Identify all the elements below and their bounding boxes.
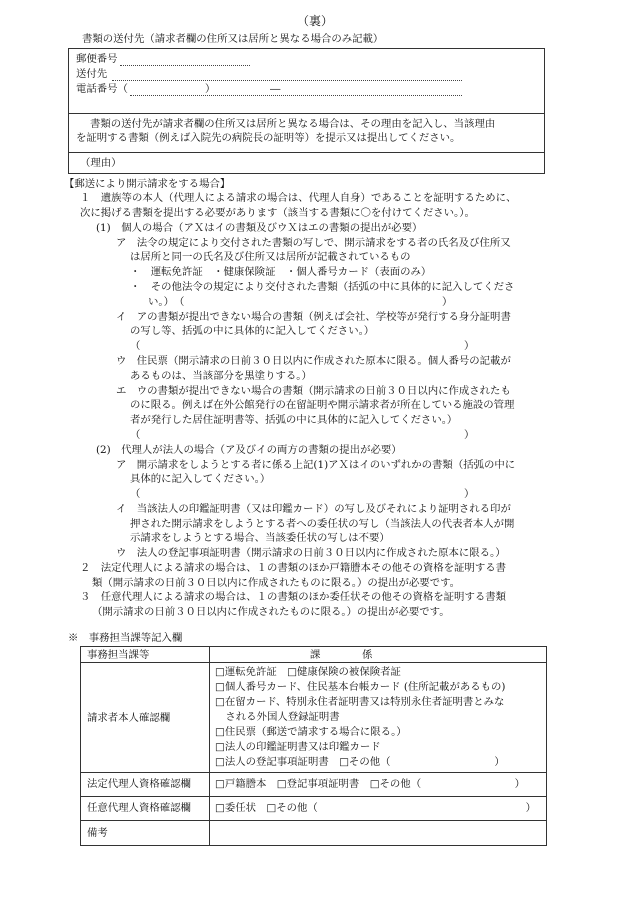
mail-line: ・ 運転免許証 ・健康保険証 ・個人番号カード（表面のみ） — [130, 266, 432, 278]
mail-line: 押された開示請求をしようとする者への委任状の写し（当該法人の代表者本人が開 — [130, 518, 515, 530]
reason-box[interactable] — [68, 152, 545, 174]
mail-line: ） — [442, 296, 453, 308]
voluntary-agent-options[interactable]: □委任状 □その他（ ） — [215, 802, 536, 814]
identity-option[interactable]: □個人番号カード、住民基本台帳カード (住所記載があるもの) — [215, 681, 506, 693]
delivery-address-box — [68, 48, 545, 114]
mail-line: ・ その他法令の規定により交付された書類（括弧の中に具体的に記入してくださ — [130, 281, 515, 293]
identity-option[interactable]: □運転免許証 □健康保険の被保険者証 — [215, 666, 401, 678]
mail-line: （ — [130, 488, 141, 500]
phone-dash: ― — [270, 83, 281, 95]
office-table-rule — [80, 772, 547, 773]
mail-line: のに限る。例えば在外公館発行の在留証明や開示請求者が所在している施設の管理 — [130, 399, 515, 411]
mail-line: （ — [130, 429, 141, 441]
mail-line: ウ 法人の登記事項証明書（開示請求の日前３０日以内に作成された原本に限る。） — [116, 547, 506, 559]
mail-line: ） — [464, 340, 475, 352]
office-table-rule — [80, 662, 547, 663]
mail-line: (1) 個人の場合（アＸはイの書類及びウＸはエの書類の提出が必要） — [96, 222, 423, 234]
mail-line: 者が発行した居住証明書等、括弧の中に具体的に記入してください。） — [130, 414, 458, 426]
mail-line: イ 当該法人の印鑑証明書（又は印鑑カード）の写し及びそれにより証明される印が — [116, 503, 511, 515]
identity-option-cont: される外国人登録証明書 — [215, 711, 340, 723]
mail-line: 類（開示請求の日前３０日以内に作成されたものに限る。）の提出が必要です。 — [92, 577, 461, 589]
mail-line: の写し等、括弧の中に具体的に記入してください。） — [130, 325, 375, 337]
office-table-divider — [209, 646, 210, 846]
mail-line: １ 遺族等の本人（代理人による請求の場合は、代理人自身）であることを証明するために、 — [80, 192, 517, 204]
office-heading: ※ 事務担当課等記入欄 — [68, 632, 183, 644]
postal-field[interactable] — [120, 65, 250, 66]
remarks-field[interactable] — [212, 822, 544, 844]
identity-option[interactable]: □住民票（郵送で請求する場合に限る。） — [215, 726, 407, 738]
mail-line: エ ウの書類が提出できない場合の書類（開示請求の日前３０日以内に作成されたも — [116, 385, 511, 397]
mail-line: (2) 代理人が法人の場合（ア及びイの両方の書類の提出が必要） — [96, 444, 402, 456]
mail-line: 次に掲げる書類を提出する必要があります（該当する書類に〇を付けてください。）。 — [80, 207, 475, 219]
row-label-identity: 請求者本人確認欄 — [87, 712, 171, 724]
phone-label: 電話番号（ — [76, 83, 128, 95]
office-table-rule — [80, 820, 547, 821]
reason-note-line-1: 書類の送付先が請求者欄の住所又は居所と異なる場合は、その理由を記入し、当該理由 — [90, 118, 496, 130]
row-label-legal-agent: 法定代理人資格確認欄 — [87, 778, 191, 790]
phone-paren-close: ） — [205, 83, 216, 95]
reason-note-line-2: を証明する書類（例えば入院先の病院長の証明等）を提示又は提出してください。 — [76, 132, 461, 144]
identity-option[interactable]: □法人の登記事項証明書 □その他（ ） — [215, 756, 505, 768]
mail-line: い。） （ — [148, 296, 185, 308]
row-label-remarks: 備考 — [87, 827, 108, 839]
office-table-rule — [80, 796, 547, 797]
postal-label: 郵便番号 — [76, 53, 118, 65]
mail-line: ウ 住民票（開示請求の日前３０日以内に作成された原本に限る。個人番号の記載が — [116, 355, 511, 367]
mail-line: イ アの書類が提出できない場合の書類（例えば会社、学校等が発行する身分証明書 — [116, 311, 511, 323]
mail-line: ） — [464, 429, 475, 441]
mail-line: あるものは、当該部分を黒塗りする。） — [130, 370, 312, 382]
identity-option[interactable]: □法人の印鑑証明書又は印鑑カード — [215, 741, 381, 753]
office-col1-header: 事務担当課等 — [87, 649, 150, 661]
mail-line: 示請求をしようとする場合、当該委任状の写しは不要） — [130, 532, 390, 544]
office-col2-header: 課 係 — [310, 649, 373, 661]
mail-line: は居所と同一の氏名及び住所又は居所が記載されているもの — [130, 251, 411, 263]
reason-label: （理由） — [80, 157, 122, 169]
address-label: 送付先 — [76, 68, 108, 80]
mail-line: ア 法令の規定により交付された書類の写しで、開示請求をする者の氏名及び住所又 — [116, 237, 511, 249]
mail-heading: 【郵送により開示請求をする場合】 — [64, 178, 231, 190]
phone-field[interactable] — [130, 95, 462, 96]
row-label-voluntary-agent: 任意代理人資格確認欄 — [87, 802, 191, 814]
legal-agent-options[interactable]: □戸籍謄本 □登記事項証明書 □その他（ ） — [215, 778, 525, 790]
page-title: （裏） — [296, 14, 333, 28]
mail-line: ア 開示請求をしようとする者に係る上記(1)アＸはイのいずれかの書類（括弧の中に — [116, 459, 516, 471]
mail-line: （ — [130, 340, 141, 352]
address-field[interactable] — [112, 80, 462, 81]
identity-option[interactable]: □在留カード、特別永住者証明書又は特別永住者証明書とみな — [215, 696, 505, 708]
mail-line: ３ 任意代理人による請求の場合は、１の書類のほか委任状その他その資格を証明する書類 — [80, 591, 507, 603]
mail-line: ） — [464, 488, 475, 500]
mail-line: ２ 法定代理人による請求の場合は、１の書類のほか戸籍謄本その他その資格を証明する書 — [80, 562, 507, 574]
delivery-heading: 書類の送付先（請求者欄の住所又は居所と異なる場合のみ記載） — [82, 33, 384, 45]
mail-line: 具体的に記入してください。） — [130, 473, 271, 485]
mail-line: （開示請求の日前３０日以内に作成されたものに限る。）の提出が必要です。 — [92, 606, 450, 618]
